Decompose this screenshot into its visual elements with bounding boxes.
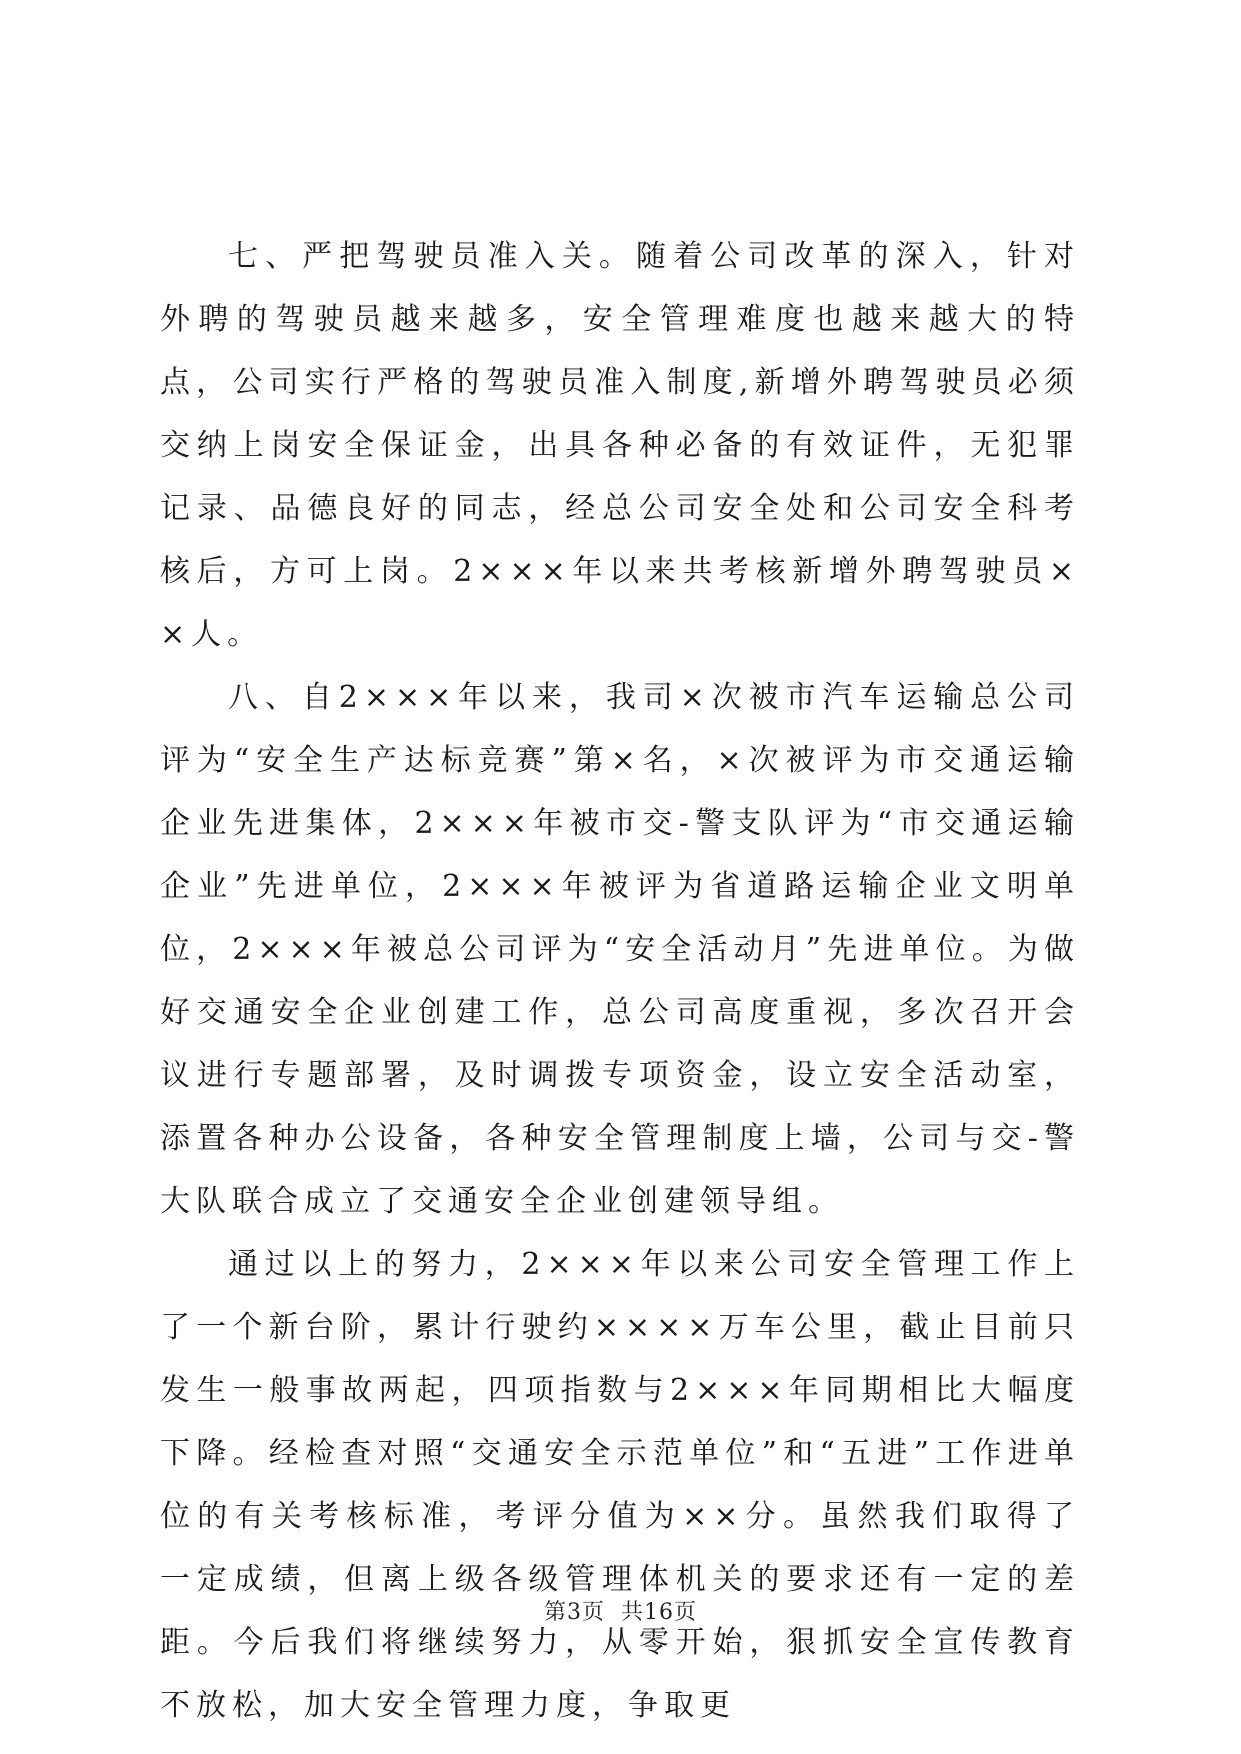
paragraph-driver-admission: 七、严把驾驶员准入关。随着公司改革的深入，针对外聘的驾驶员越来越多，安全管理难度也越来越大的特点，公司实行严格的驾驶员准入制度,新增外聘驾驶员必须交纳上岗安全保证金，出具各种必备的有效证件，无犯罪记录、品德良好的同志，经总公司安全处和公司安全科考核后，方可上岗。2×××年以来共考核新增外聘驾驶员××人。: [160, 239, 1080, 652]
page-footer: [0, 1595, 1241, 1626]
page-number: 第3页 共16页: [544, 1600, 697, 1625]
paragraph-awards: 八、自2×××年以来，我司×次被市汽车运输总公司评为“安全生产达标竞赛”第×名，×次被评为市交通运输企业先进集体，2×××年被市交-警支队评为“市交通运输企业”先进单位，2×××年被评为省道路运输企业文明单位，2×××年被总公司评为“安全活动月”先进单位。为做好交通安全企业创建工作，总公司高度重视，多次召开会议进行专题部署，及时调拨专项资金，设立安全活动室，添置各种办公设备，各种安全管理制度上墙，公司与交-警大队联合成立了交通安全企业创建领导组。: [160, 680, 1080, 1219]
document-body: [160, 225, 1080, 1737]
paragraph-summary: 通过以上的努力，2×××年以来公司安全管理工作上了一个新台阶，累计行驶约××××万车公里，截止目前只发生一般事故两起，四项指数与2×××年同期相比大幅度下降。经检查对照“交通安全示范单位”和“五进”工作进单位的有关考核标准，考评分值为××分。虽然我们取得了一定成绩，但离上级各级管理体机关的要求还有一定的差距。今后我们将继续努力，从零开始，狠抓安全宣传教育不放松，加大安全管理力度，争取更: [160, 1247, 1080, 1723]
